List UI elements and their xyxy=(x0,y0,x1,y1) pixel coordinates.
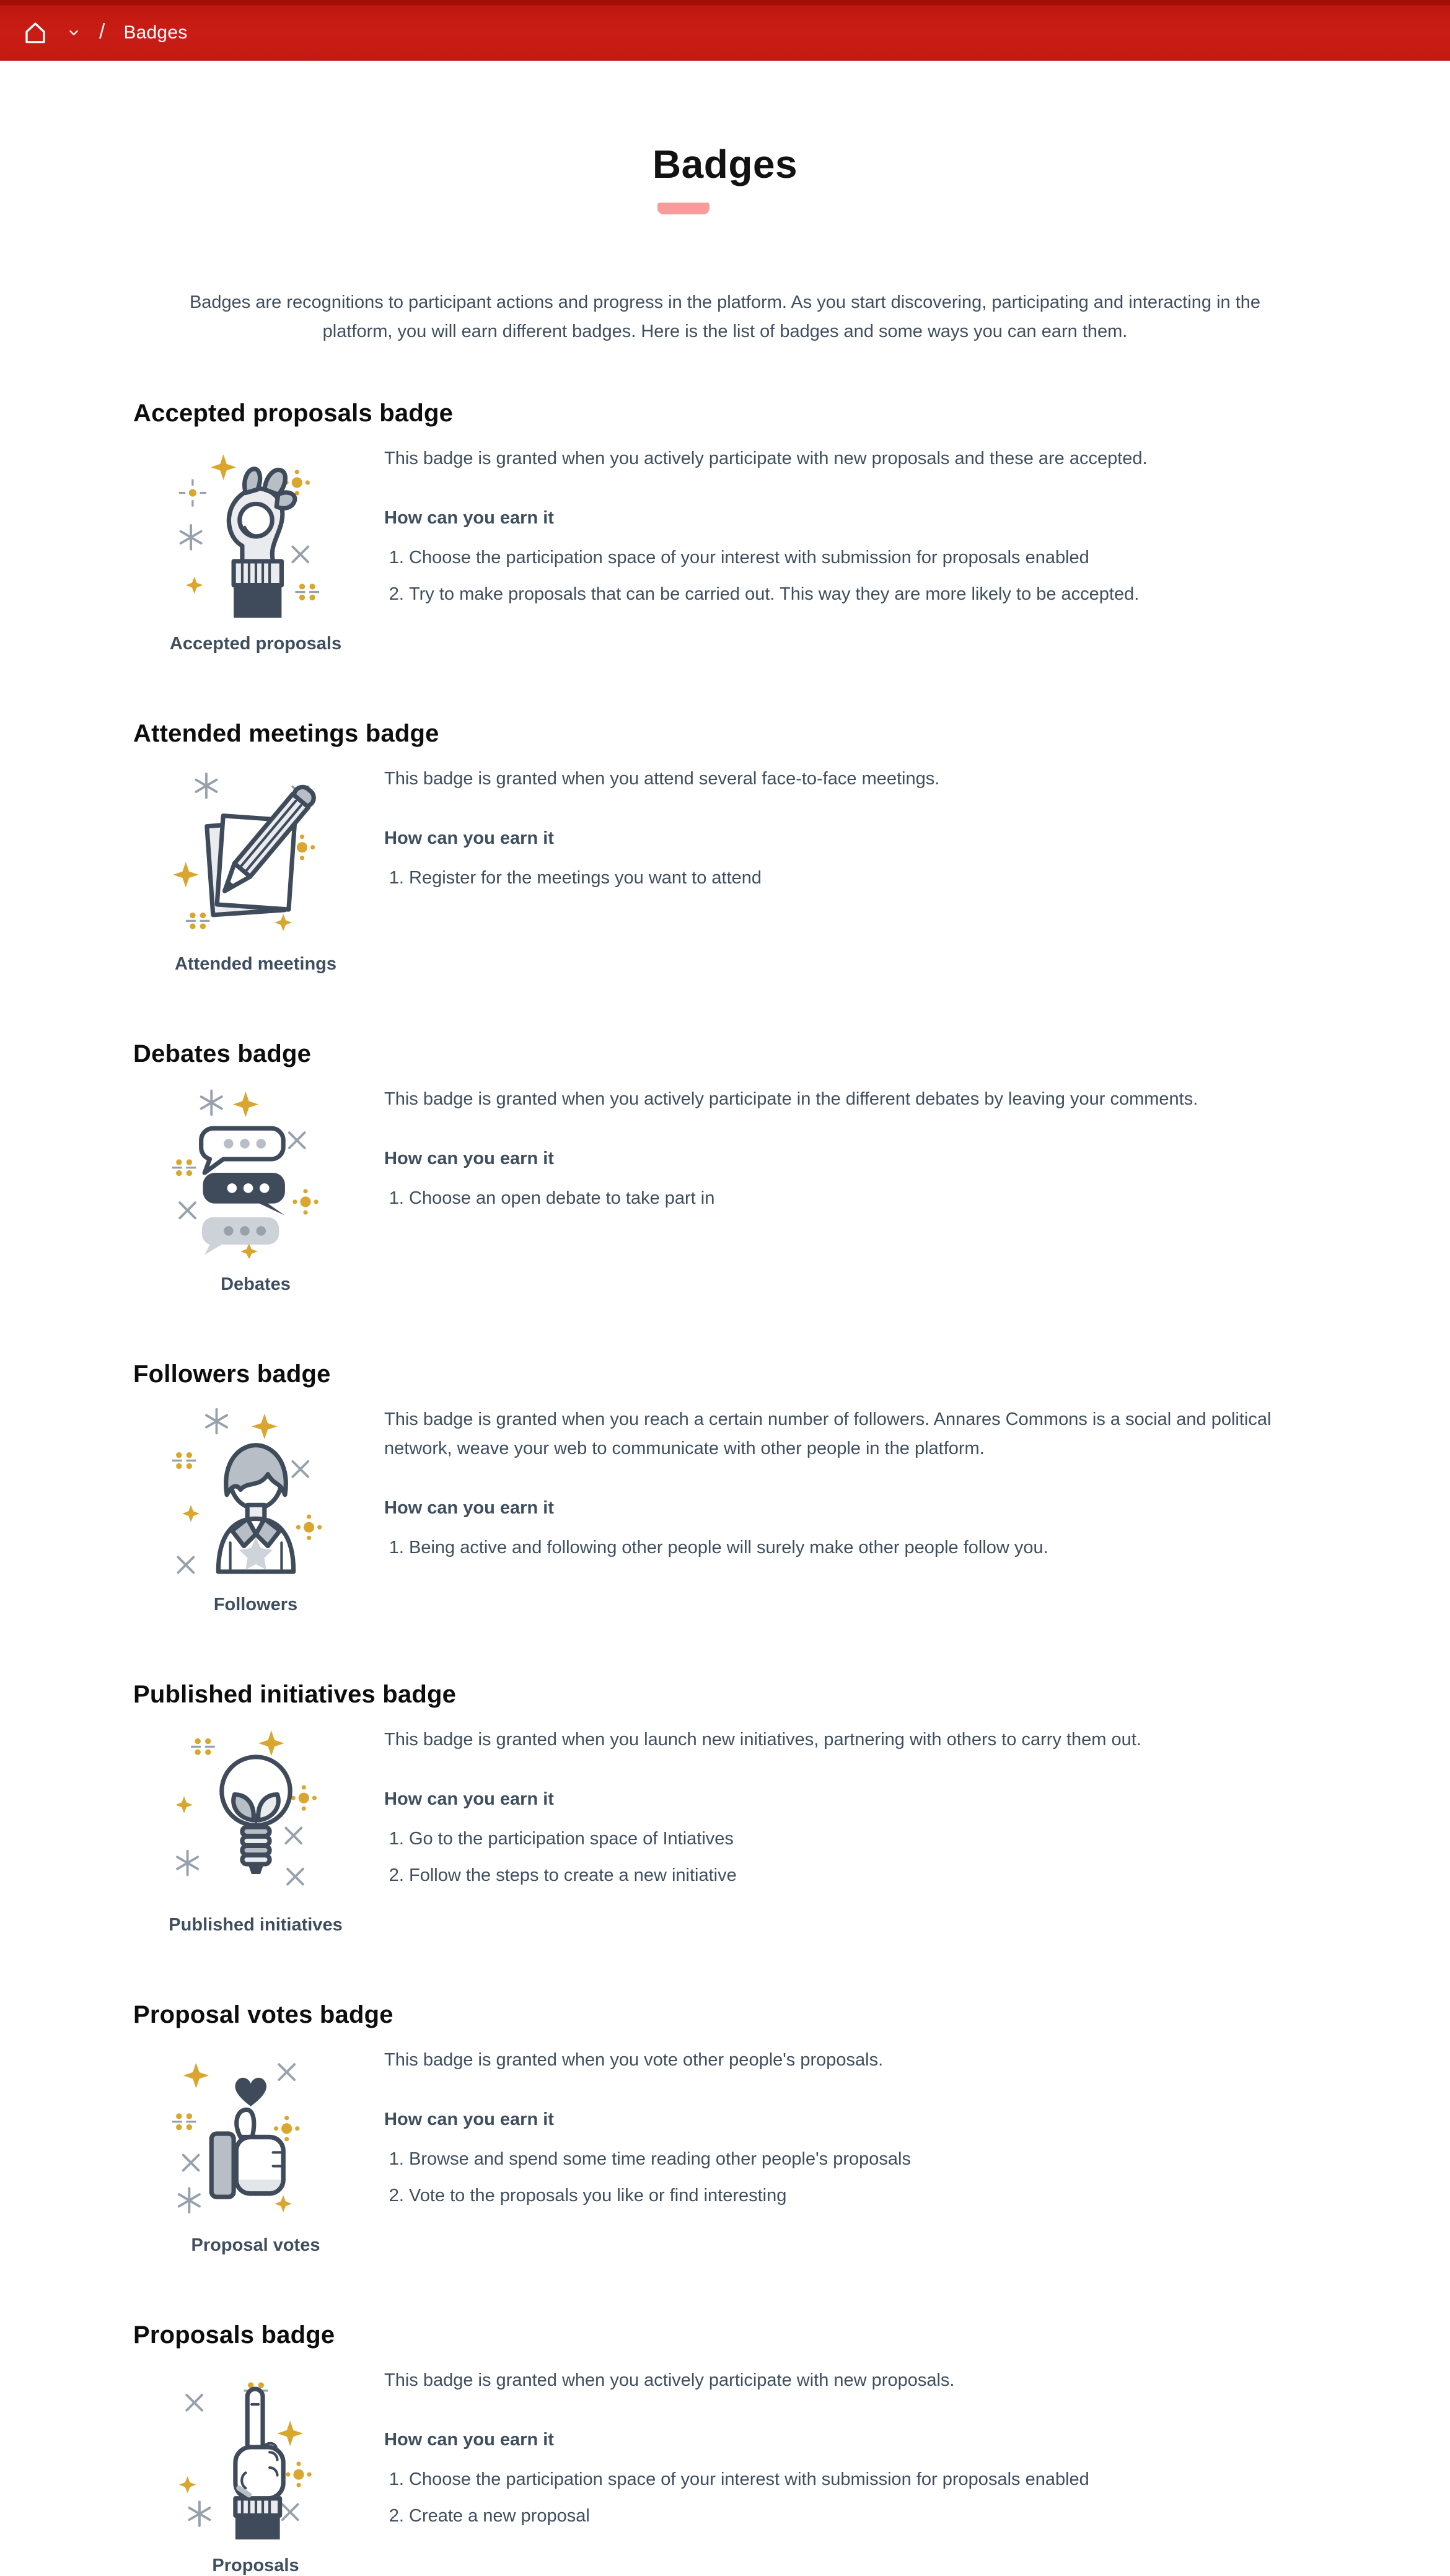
earn-step: 1. Being active and following other people will surely make other people follow you. xyxy=(409,1535,1301,1561)
badge-figure xyxy=(133,1404,378,1615)
badge-figure xyxy=(133,443,378,654)
earn-step: 1. Choose the participation space of your interest with submission for proposals enabled xyxy=(409,2466,1301,2492)
chevron-down-icon[interactable] xyxy=(67,26,81,40)
badge-description: This badge is granted when you actively participate with new proposals and these are accepted. xyxy=(384,449,1148,469)
badge-caption: Debates xyxy=(221,1274,291,1295)
badge-caption: Attended meetings xyxy=(174,954,337,975)
badge-figure xyxy=(133,2365,378,2576)
badge-section-heading: Accepted proposals badge xyxy=(133,400,454,427)
badge-section-proposals xyxy=(133,2320,1317,2576)
lightbulb-badge-icon xyxy=(170,1728,341,1899)
earn-step: 1. Choose the participation space of your interest with submission for proposals enabled xyxy=(409,545,1301,571)
badge-figure xyxy=(133,763,378,975)
how-earn-heading: How can you earn it xyxy=(384,828,554,849)
how-earn-heading: How can you earn it xyxy=(384,2430,554,2450)
intro-paragraph: Badges are recognitions to participant actions and progress in the platform. As you start discovering, participating and interacting in the platform, you will earn different badges. Here is the list of badges and some ways you can earn them. xyxy=(189,292,1261,342)
how-earn-heading: How can you earn it xyxy=(384,2109,554,2130)
badge-section-accepted-proposals xyxy=(133,398,1317,654)
earn-step: 2. Vote to the proposals you like or find interesting xyxy=(409,2183,1301,2209)
badge-caption: Proposal votes xyxy=(191,2235,320,2256)
badge-section-followers xyxy=(133,1359,1317,1615)
earn-step: 1. Register for the meetings you want to attend xyxy=(409,865,1301,891)
earn-step: 1. Go to the participation space of Intiatives xyxy=(409,1826,1301,1852)
badge-section-heading: Debates badge xyxy=(133,1040,312,1068)
earn-steps xyxy=(384,1185,1301,1211)
badge-description: This badge is granted when you launch new initiatives, partnering with others to carry them out. xyxy=(384,1730,1141,1750)
breadcrumb-separator: / xyxy=(99,19,105,43)
ok-hand-badge-icon xyxy=(170,447,341,618)
badge-section-heading: Proposal votes badge xyxy=(133,2001,393,2029)
badge-description: This badge is granted when you actively participate in the different debates by leaving your comments. xyxy=(384,1089,1198,1110)
earn-steps xyxy=(384,1535,1301,1561)
earn-step: 2. Create a new proposal xyxy=(409,2503,1301,2529)
person-avatar-badge-icon xyxy=(170,1408,341,1579)
badge-section-attended-meetings xyxy=(133,719,1317,975)
pencil-papers-badge-icon xyxy=(170,767,341,938)
earn-steps xyxy=(384,865,1301,891)
badge-section-published-initiatives xyxy=(133,1680,1317,1935)
pointing-finger-badge-icon xyxy=(170,2368,341,2539)
badges-list xyxy=(133,398,1317,2576)
badge-description: This badge is granted when you vote other people's proposals. xyxy=(384,2050,884,2070)
badge-section-debates xyxy=(133,1039,1317,1295)
how-earn-heading: How can you earn it xyxy=(384,1498,554,1518)
badge-caption: Followers xyxy=(213,1595,298,1615)
earn-step: 1. Choose an open debate to take part in xyxy=(409,1185,1301,1211)
earn-step: 1. Browse and spend some time reading other people's proposals xyxy=(409,2146,1301,2172)
badge-figure xyxy=(133,1084,378,1295)
badge-section-proposal-votes xyxy=(133,2000,1317,2256)
badge-caption: Published initiatives xyxy=(169,1915,343,1935)
badge-description: This badge is granted when you actively participate with new proposals. xyxy=(384,2370,955,2391)
home-icon[interactable] xyxy=(22,20,48,46)
earn-steps xyxy=(384,1826,1301,1888)
earn-step: 2. Follow the steps to create a new initiative xyxy=(409,1862,1301,1888)
earn-steps xyxy=(384,2146,1301,2209)
badge-section-heading: Attended meetings badge xyxy=(133,720,439,748)
breadcrumb-bar xyxy=(0,0,1450,61)
breadcrumb xyxy=(22,20,187,46)
page-title: Badges xyxy=(652,141,798,186)
badge-section-heading: Proposals badge xyxy=(133,2321,335,2349)
badge-description: This badge is granted when you attend several face-to-face meetings. xyxy=(384,769,940,789)
thumbs-up-heart-badge-icon xyxy=(170,2048,341,2219)
badge-section-heading: Followers badge xyxy=(133,1360,331,1388)
how-earn-heading: How can you earn it xyxy=(384,1789,554,1810)
breadcrumb-current: Badges xyxy=(123,22,188,43)
badge-section-heading: Published initiatives badge xyxy=(133,1681,457,1709)
speech-bubbles-badge-icon xyxy=(170,1087,341,1258)
how-earn-heading: How can you earn it xyxy=(384,508,554,528)
earn-steps xyxy=(384,2466,1301,2529)
badge-description: This badge is granted when you reach a certain number of followers. Annares Commons is a social and political network, weave your web to communicate with other people in the platform. xyxy=(384,1409,1272,1459)
badge-caption: Accepted proposals xyxy=(169,634,342,654)
badge-figure xyxy=(133,1724,378,1935)
earn-step: 2. Try to make proposals that can be carried out. This way they are more likely to be accepted. xyxy=(409,581,1301,607)
how-earn-heading: How can you earn it xyxy=(384,1149,554,1169)
earn-steps xyxy=(384,545,1301,607)
badge-figure xyxy=(133,2044,378,2256)
badge-caption: Proposals xyxy=(212,2556,299,2576)
